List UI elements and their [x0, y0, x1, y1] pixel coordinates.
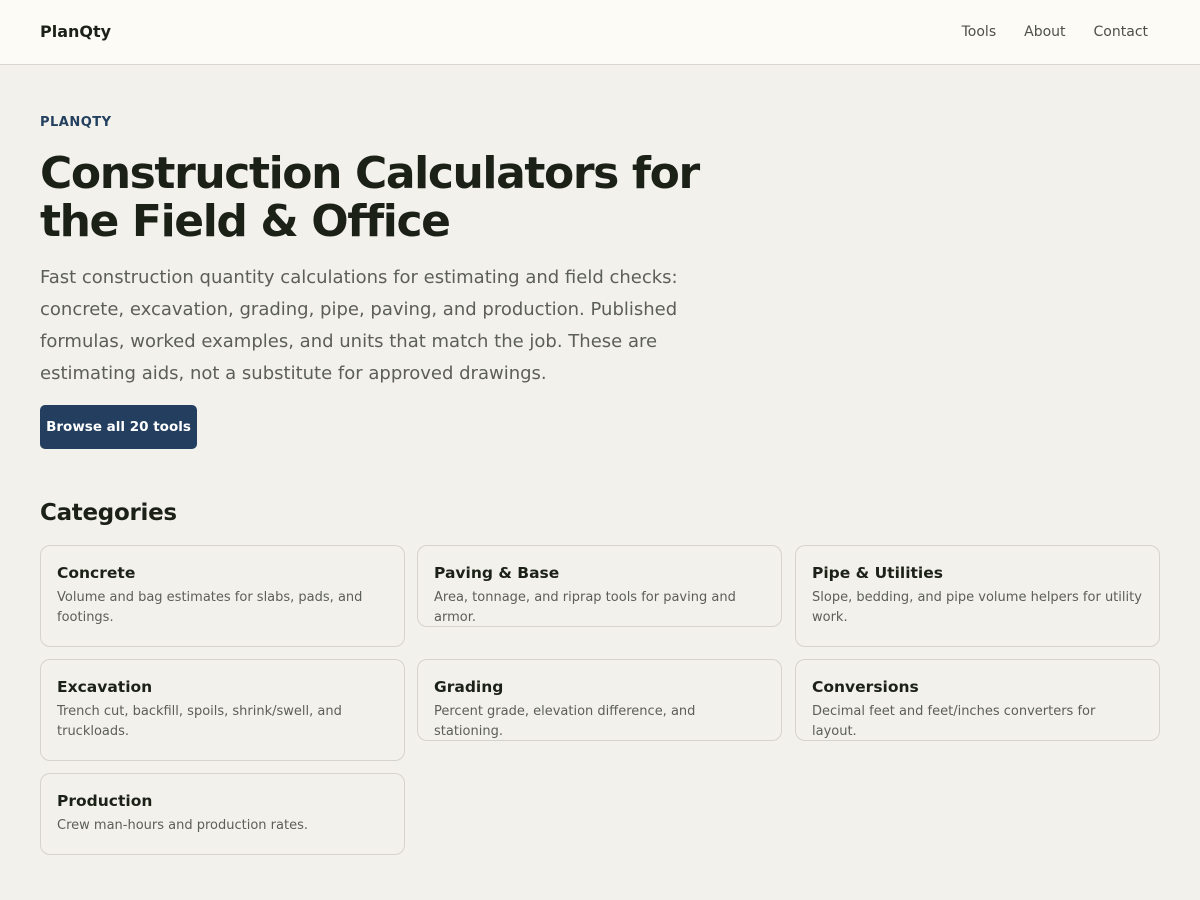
category-description: Slope, bedding, and pipe volume helpers for utility work. — [812, 590, 1142, 625]
category-title: Pipe & Utilities — [812, 564, 943, 582]
category-description: Decimal feet and feet/inches converters for layout. — [812, 704, 1096, 739]
nav-tools-link[interactable]: Tools — [961, 24, 997, 40]
category-title: Excavation — [57, 678, 153, 696]
category-card-pipe-utilities[interactable] — [795, 545, 1160, 647]
brand-logo[interactable]: PlanQty — [40, 22, 112, 41]
hero-description: Fast construction quantity calculations for estimating and field checks: concrete, excavation, grading, pipe, paving, and production. Published formulas, worked examples, and units that match the job. These are estimating aids, not a substitute for approved drawings. — [40, 267, 678, 384]
category-title: Production — [57, 792, 153, 810]
category-card-conversions[interactable] — [795, 659, 1160, 741]
categories-heading: Categories — [40, 500, 177, 526]
main-nav — [962, 23, 1148, 41]
nav-contact-link[interactable]: Contact — [1093, 24, 1148, 40]
category-card-paving-base[interactable] — [417, 545, 782, 627]
category-description: Percent grade, elevation difference, and stationing. — [434, 704, 696, 739]
category-card-grading[interactable] — [417, 659, 782, 741]
category-title: Concrete — [57, 564, 136, 582]
hero-eyebrow: PLANQTY — [40, 115, 112, 130]
page-title: Construction Calculators for the Field & Office — [40, 148, 699, 247]
category-card-excavation[interactable] — [40, 659, 405, 761]
category-description: Trench cut, backfill, spoils, shrink/swell, and truckloads. — [57, 704, 342, 739]
category-card-concrete[interactable] — [40, 545, 405, 647]
category-title: Conversions — [812, 678, 919, 696]
category-card-production[interactable] — [40, 773, 405, 855]
category-description: Area, tonnage, and riprap tools for paving and armor. — [434, 590, 736, 625]
category-description: Crew man-hours and production rates. — [57, 818, 308, 833]
site-header — [0, 0, 1200, 65]
browse-tools-button[interactable]: Browse all 20 tools — [40, 405, 197, 449]
category-description: Volume and bag estimates for slabs, pads, and footings. — [57, 590, 363, 625]
category-title: Paving & Base — [434, 564, 560, 582]
category-title: Grading — [434, 678, 504, 696]
nav-about-link[interactable]: About — [1024, 24, 1066, 40]
